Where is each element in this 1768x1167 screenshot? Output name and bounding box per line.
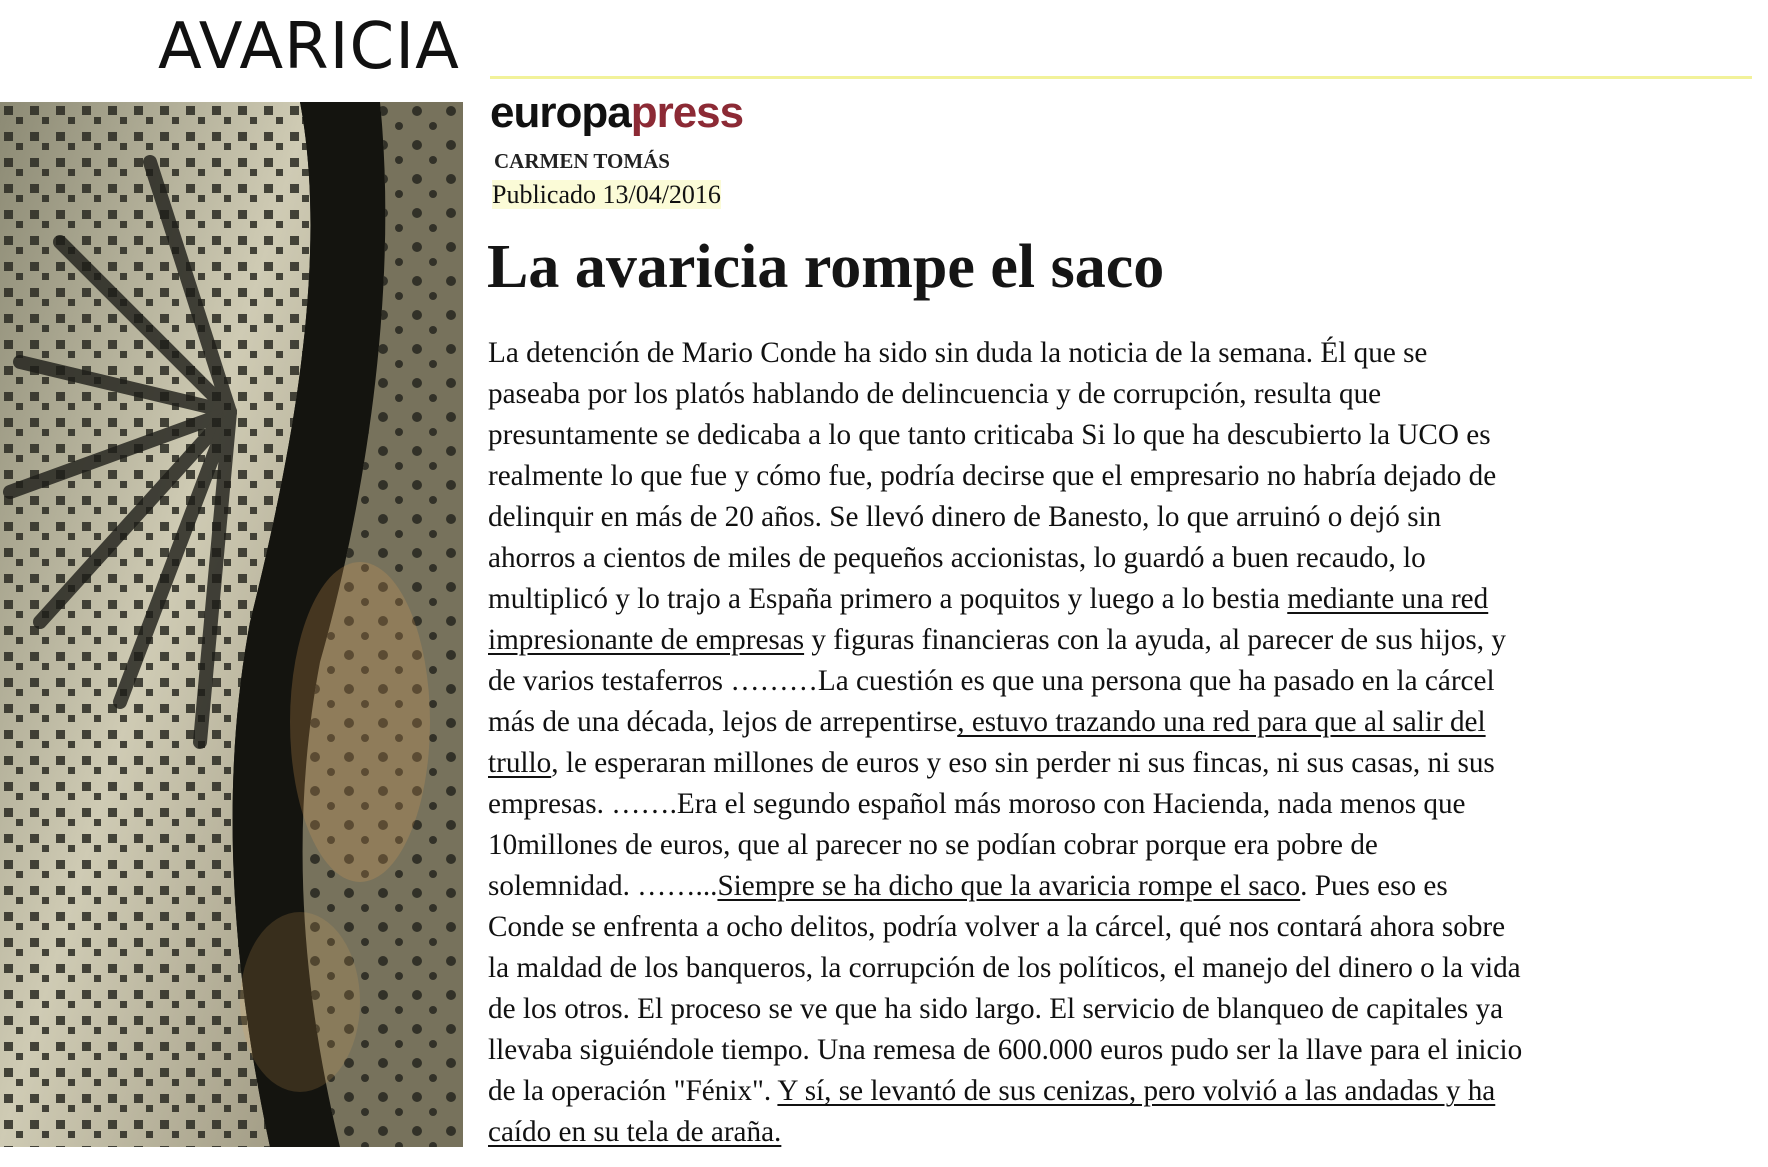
article-line [488,374,1750,415]
article-line [488,948,1750,989]
article-text: de la operación "Fénix". [488,1075,778,1107]
underlined-text: mediante una red [1287,583,1489,615]
article-line [488,415,1750,456]
article-text: multiplicó y lo trajo a España primero a poquitos y luego a lo bestia [488,583,1288,615]
header-rule [490,76,1752,79]
underlined-text: Siempre se ha dicho que la avaricia rompe el saco [717,870,1301,902]
article-line [488,579,1750,620]
article-text: llevaba siguiéndole tiempo. Una remesa de 600.000 euros pudo ser la llave para el inicio [488,1034,1523,1066]
article-text: la maldad de los banqueros, la corrupción de los políticos, el manejo del dinero o la vida [488,952,1521,984]
article-text: de los otros. El proceso se ve que ha sido largo. El servicio de blanqueo de capitales ya [488,993,1504,1025]
article-line [488,538,1750,579]
article-line [488,620,1750,661]
article-text: paseaba por los platós hablando de delincuencia y de corrupción, resulta que [488,378,1382,410]
article-line [488,1071,1750,1112]
article-headline: La avaricia rompe el saco [487,233,1165,301]
article-line [488,333,1750,374]
article-line [488,497,1750,538]
article-line [488,866,1750,907]
article-line [488,784,1750,825]
underlined-text: impresionante de empresas [488,624,805,656]
article-text: . Pues eso es [1300,870,1448,902]
article-line [488,661,1750,702]
lace-photo [0,102,463,1147]
article-text: , le esperaran millones de euros y eso sin perder ni sus fincas, ni sus casas, ni sus [551,747,1495,779]
article-text: 10millones de euros, que al parecer no se podían cobrar porque era pobre de [488,829,1378,861]
article-text: delinquir en más de 20 años. Se llevó dinero de Banesto, lo que arruinó o dejó sin [488,501,1442,533]
section-title: AVARICIA [158,10,460,84]
article-text: ahorros a cientos de miles de pequeños accionistas, lo guardó a buen recaudo, lo [488,542,1426,574]
article-text: realmente lo que fue y cómo fue, podría decirse que el empresario no habría dejado de [488,460,1497,492]
underlined-text: trullo [488,747,552,779]
article-line [488,907,1750,948]
article-line [488,1030,1750,1071]
article-line [488,702,1750,743]
publish-date: Publicado 13/04/2016 [492,180,721,209]
underlined-text: Y sí, se levantó de sus cenizas, pero volvió a las andadas y ha [777,1075,1496,1107]
article-line [488,743,1750,784]
article-text: de varios testaferros ………La cuestión es que una persona que ha pasado en la cárcel [488,665,1495,697]
article-line [488,989,1750,1030]
article-text: La detención de Mario Conde ha sido sin duda la noticia de la semana. Él que se [488,337,1428,369]
article-line [488,1112,1750,1153]
article-line [488,456,1750,497]
article-body [488,333,1750,1153]
article-text: solemnidad. ……... [488,870,718,902]
author-name: CARMEN TOMÁS [494,149,670,173]
article-text: presuntamente se dedicaba a lo que tanto criticaba Si lo que ha descubierto la UCO es [488,419,1491,451]
article-line [488,825,1750,866]
underlined-text: , estuvo trazando una red para que al salir del [957,706,1486,738]
article-text: empresas. …….Era el segundo español más moroso con Hacienda, nada menos que [488,788,1466,820]
underlined-text: caído en su tela de araña. [488,1116,782,1148]
article-text: Conde se enfrenta a ocho delitos, podría volver a la cárcel, qué nos contará ahora sobre [488,911,1506,943]
article-text: y figuras financieras con la ayuda, al parecer de sus hijos, y [804,624,1506,656]
europa-press-logo: europapress [490,88,744,137]
article-text: más de una década, lejos de arrepentirse [488,706,958,738]
